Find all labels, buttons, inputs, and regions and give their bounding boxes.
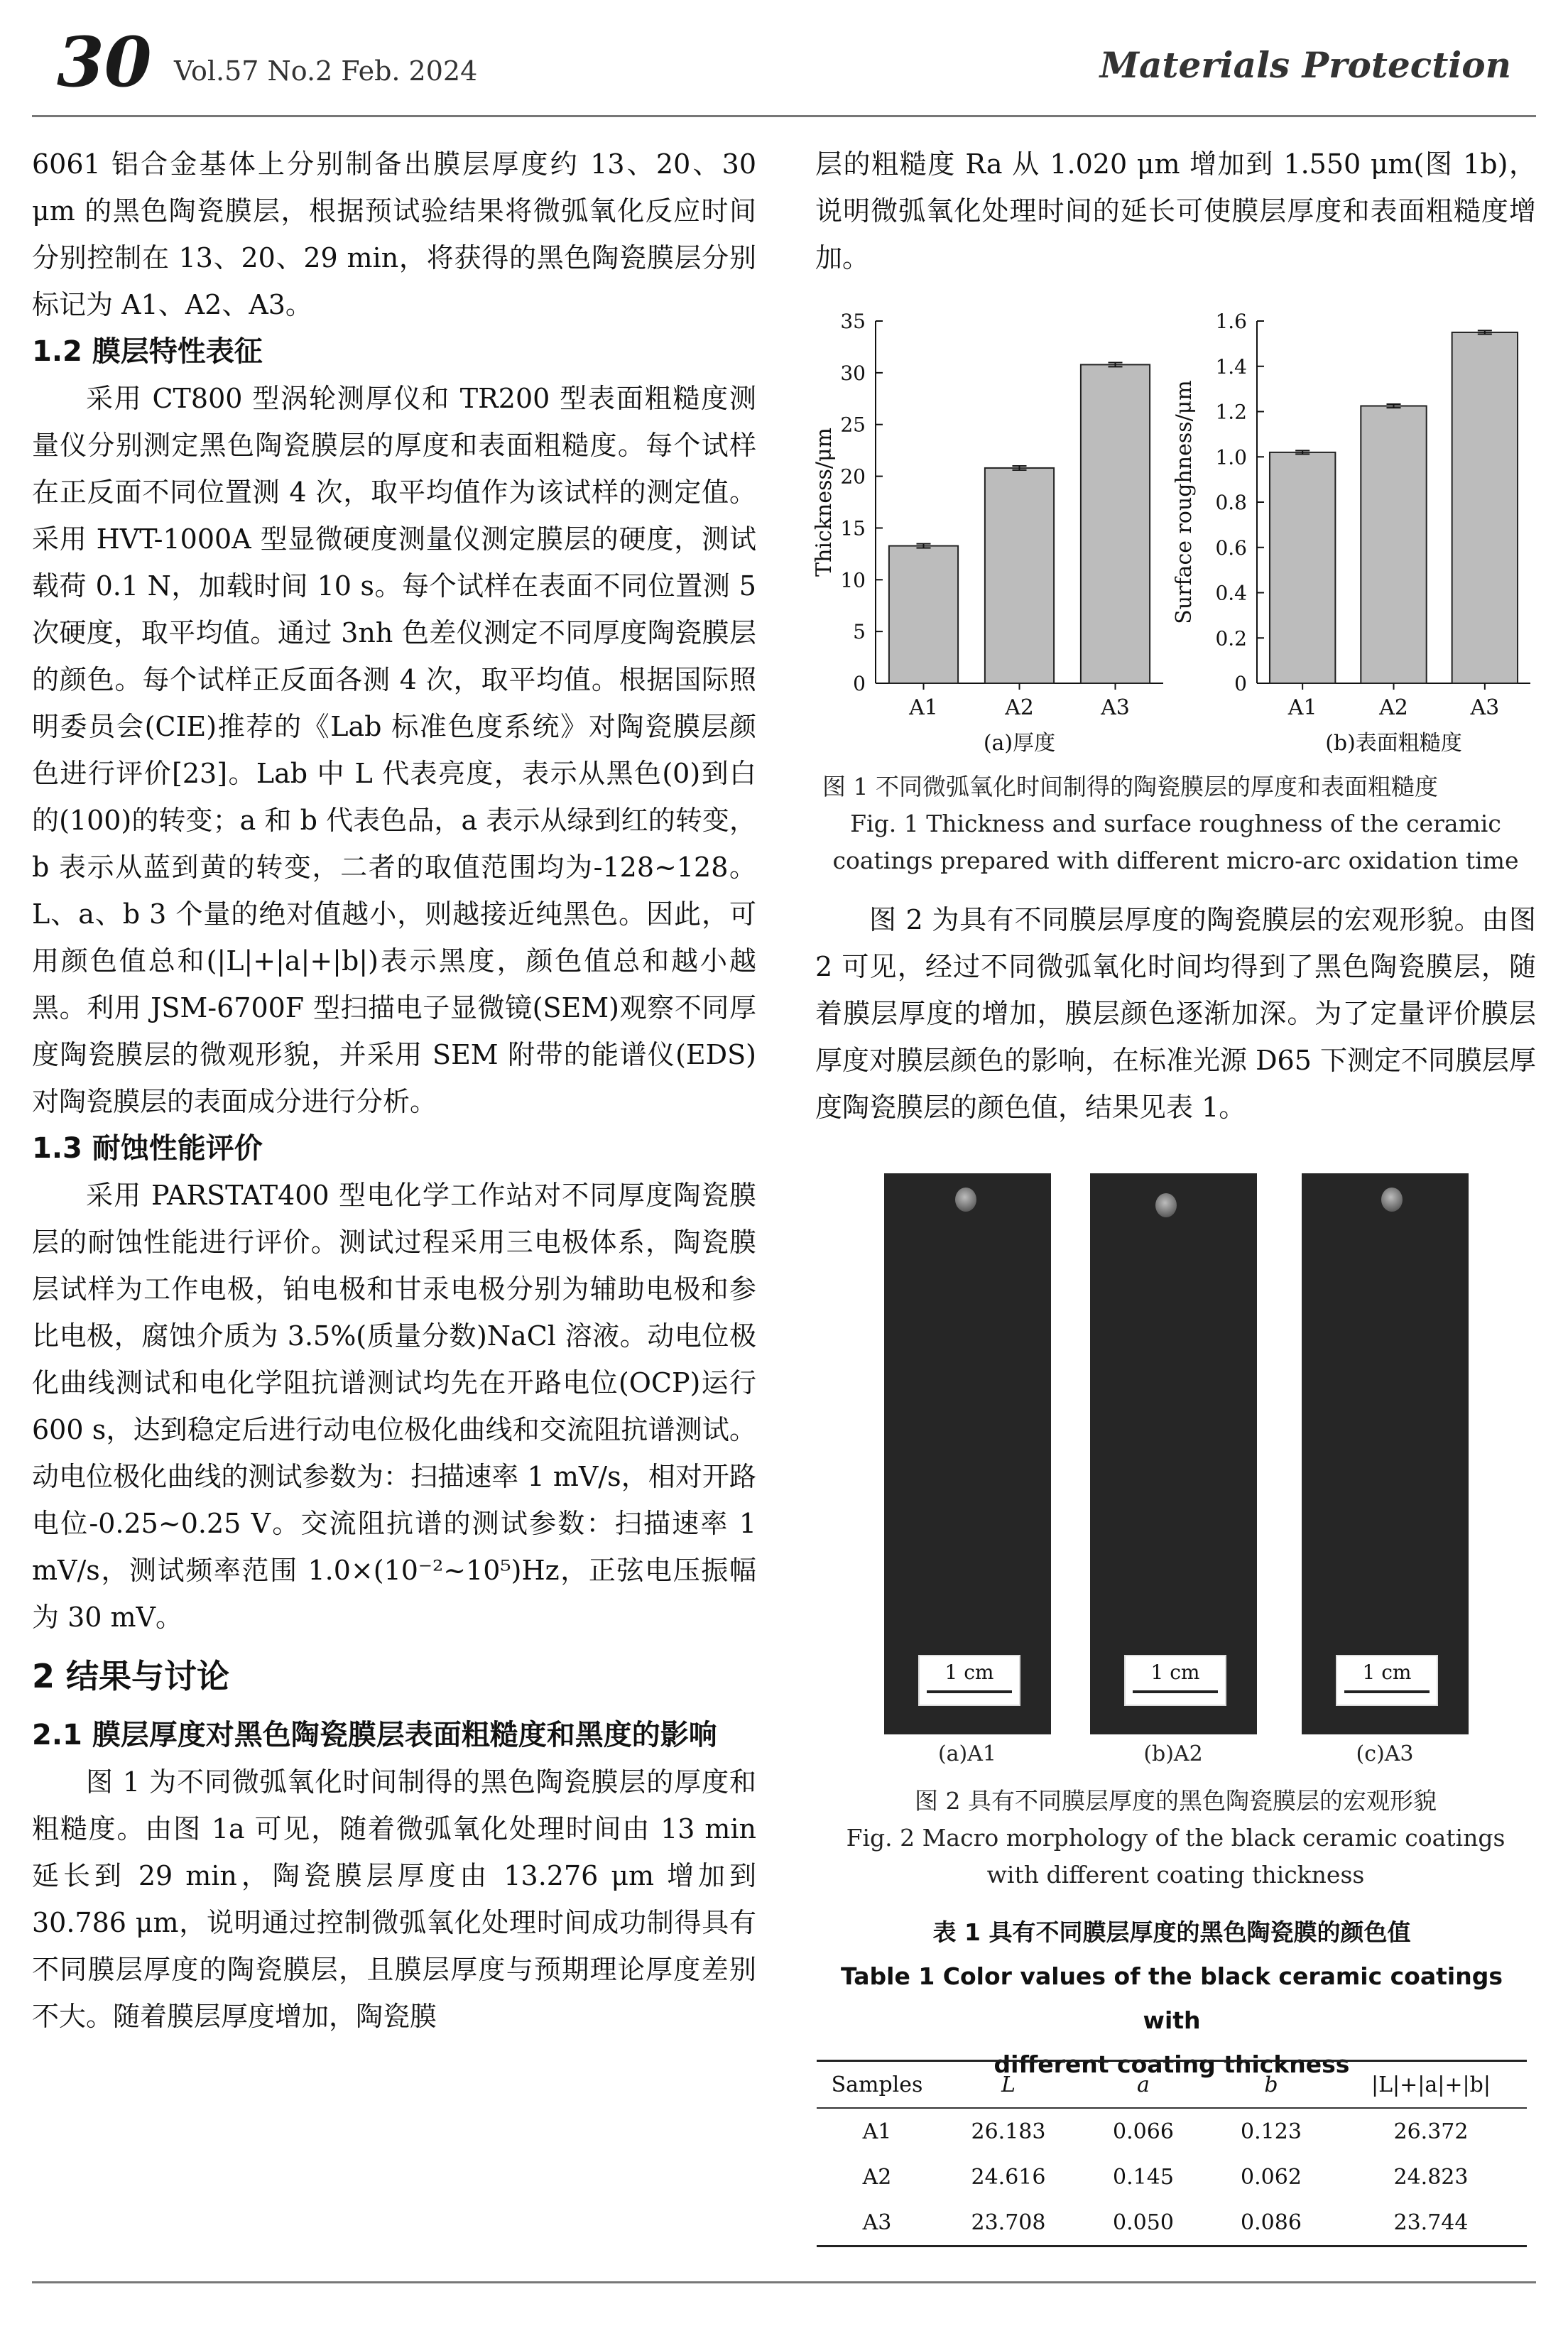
- figure2-caption: [815, 1783, 1536, 1893]
- scale-bar-line: [927, 1690, 1012, 1693]
- y-axis-label: Surface roughness/μm: [1172, 380, 1197, 624]
- y-tick-label: 1.6: [1215, 310, 1247, 333]
- table-cell: 0.050: [1113, 2210, 1174, 2235]
- table-row: [817, 2200, 1527, 2246]
- bar: [1361, 406, 1426, 683]
- table-cell: 0.086: [1241, 2210, 1302, 2235]
- bar: [1270, 452, 1335, 683]
- y-tick-label: 0.8: [1215, 491, 1247, 514]
- figure1-caption: [815, 768, 1536, 879]
- chart-subcaption: (b)表面粗糙度: [1325, 731, 1462, 756]
- y-axis-label: Thickness/μm: [812, 428, 837, 577]
- figure2-caption-cn: 图 2 具有不同膜层厚度的黑色陶瓷膜层的宏观形貌: [915, 1787, 1437, 1815]
- table1-caption-en-2: different coating thickness: [993, 2050, 1350, 2078]
- bar: [985, 468, 1054, 683]
- table-cell: 23.708: [971, 2210, 1046, 2235]
- roughness-chart: [1172, 305, 1537, 760]
- y-tick-label: 15: [840, 516, 866, 540]
- hanging-hole: [1155, 1193, 1177, 1217]
- y-tick-label: 0.6: [1215, 536, 1247, 560]
- section-1-2-heading: 1.2 膜层特性表征: [32, 335, 263, 368]
- journal-title: Materials Protection: [1099, 44, 1511, 86]
- x-tick-label: A2: [1379, 695, 1408, 720]
- scale-bar: [1336, 1655, 1438, 1706]
- section-2-1-paragraph: 图 1 为不同微弧氧化时间制得的黑色陶瓷膜层的厚度和粗糙度。由图 1a 可见，随着微弧氧化处理时间由 13 min 延长到 29 min，陶瓷膜层厚度由 13.276 μm 增加到 30.786 μm，说明通过控制微弧氧化处理时间成功制得具有不同膜层厚度的陶瓷膜层，且膜层厚度与预期理论厚度差别不大。随着膜层厚度增加，陶瓷膜: [32, 1766, 756, 2032]
- table-cell: 0.062: [1241, 2164, 1302, 2190]
- table-cell: 0.066: [1113, 2119, 1174, 2144]
- y-tick-label: 10: [840, 568, 866, 592]
- figure2-label-a2: (b)A2: [1143, 1742, 1203, 1766]
- x-tick-label: A2: [1005, 695, 1034, 720]
- scale-bar-label: 1 cm: [1150, 1661, 1200, 1684]
- right-top-paragraph: 层的粗糙度 Ra 从 1.020 μm 增加到 1.550 μm(图 1b)，说明微弧氧化处理时间的延长可使膜层厚度和表面粗糙度增加。: [815, 148, 1536, 273]
- table1-caption-en-1: Table 1 Color values of the black ceramic coatings with: [841, 1962, 1503, 2034]
- x-tick-label: A3: [1470, 695, 1500, 720]
- y-tick-label: 0.4: [1215, 581, 1247, 605]
- table-row: [817, 2154, 1527, 2200]
- scale-bar: [1124, 1655, 1226, 1706]
- figure1-caption-en-2: coatings prepared with different micro-arc oxidation time: [832, 847, 1519, 874]
- figure2-caption-en-1: Fig. 2 Macro morphology of the black ceramic coatings: [846, 1824, 1506, 1852]
- figure2-paragraph: 图 2 为具有不同膜层厚度的陶瓷膜层的宏观形貌。由图 2 可见，经过不同微弧氧化时间均得到了黑色陶瓷膜层，随着膜层厚度的增加，膜层颜色逐渐加深。为了定量评价膜层厚度对膜层颜色的影响，在标准光源 D65 下测定不同膜层厚度陶瓷膜层的颜色值，结果见表 1。: [815, 904, 1536, 1123]
- issue-info: Vol.57 No.2 Feb. 2024: [174, 55, 478, 87]
- y-tick-label: 1.4: [1215, 354, 1247, 379]
- table-cell: 23.744: [1393, 2210, 1469, 2235]
- header-rule: [32, 115, 1536, 117]
- table1-caption-cn: 表 1 具有不同膜层厚度的黑色陶瓷膜的颜色值: [932, 1918, 1411, 1946]
- bar: [1081, 364, 1150, 683]
- left-column: [32, 141, 756, 2040]
- table-cell: A1: [862, 2119, 892, 2144]
- color-values-table: [817, 2060, 1527, 2247]
- right-column-middle: [815, 896, 1536, 1131]
- table-cell: 26.372: [1393, 2119, 1469, 2144]
- sample-photo-a2: [1090, 1173, 1257, 1734]
- y-tick-label: 30: [840, 361, 866, 385]
- y-tick-label: 5: [853, 620, 866, 644]
- section-2-heading: 2 结果与讨论: [32, 1657, 230, 1695]
- y-tick-label: 0: [1234, 672, 1247, 695]
- section-1-2-paragraph: 采用 CT800 型涡轮测厚仪和 TR200 型表面粗糙度测量仪分别测定黑色陶瓷膜层的厚度和表面粗糙度。每个试样在正反面不同位置测 4 次，取平均值作为该试样的测定值。采用 HVT-1000A 型显微硬度测量仪测定膜层的硬度，测试载荷 0.1 N，加载时间 10 s。每个试样在表面不同位置测 5 次硬度，取平均值。通过 3nh 色差仪测定不同厚度陶瓷膜层的颜色。每个试样正反面各测 4 次，取平均值。根据国际照明委员会(CIE)推荐的《Lab 标准色度系统》对陶瓷膜层颜色进行评价[23]。Lab 中 L 代表亮度，表示从黑色(0)到白的(100)的转变；a 和 b 代表色品，a 表示从绿到红的转变，b 表示从蓝到黄的转变，二者的取值范围均为-128~128。L、a、b 3 个量的绝对值越小，则越接近纯黑色。因此，可用颜色值总和(|L|+|a|+|b|)表示黑度，颜色值总和越小越黑。利用 JSM-6700F 型扫描电子显微镜(SEM)观察不同厚度陶瓷膜层的微观形貌，并采用 SEM 附带的能谱仪(EDS)对陶瓷膜层的表面成分进行分析。: [32, 383, 756, 1117]
- header-L: L: [937, 2061, 1079, 2109]
- table-cell: 0.123: [1241, 2119, 1302, 2144]
- y-tick-label: 25: [840, 413, 866, 437]
- table-cell: 24.616: [971, 2164, 1046, 2190]
- intro-paragraph: 6061 铝合金基体上分别制备出膜层厚度约 13、20、30 μm 的黑色陶瓷膜层，根据预试验结果将微弧氧化反应时间分别控制在 13、20、29 min，将获得的黑色陶瓷膜层分别标记为 A1、A2、A3。: [32, 148, 756, 320]
- table-cell: 26.183: [971, 2119, 1046, 2144]
- sample-photo-a3: [1302, 1173, 1469, 1734]
- right-column-top: [815, 141, 1536, 281]
- x-tick-label: A3: [1101, 695, 1130, 720]
- sample-photo-a1: [884, 1173, 1051, 1734]
- table-cell: A2: [862, 2164, 892, 2190]
- scale-bar-label: 1 cm: [944, 1661, 994, 1684]
- section-1-3-heading: 1.3 耐蚀性能评价: [32, 1132, 263, 1165]
- scale-bar-line: [1133, 1690, 1218, 1693]
- bar: [889, 546, 958, 683]
- thickness-chart: [812, 305, 1170, 760]
- header-a: a: [1079, 2061, 1207, 2109]
- x-tick-label: A1: [1287, 695, 1317, 720]
- header-b: b: [1207, 2061, 1335, 2109]
- figure2-label-a1: (a)A1: [937, 1742, 997, 1766]
- y-tick-label: 0.2: [1215, 626, 1247, 651]
- x-tick-label: A1: [909, 695, 938, 720]
- section-1-3-paragraph: 采用 PARSTAT400 型电化学工作站对不同厚度陶瓷膜层的耐蚀性能进行评价。测试过程采用三电极体系，陶瓷膜层试样为工作电极，铂电极和甘汞电极分别为辅助电极和参比电极，腐蚀介质为 3.5%(质量分数)NaCl 溶液。动电位极化曲线测试和电化学阻抗谱测试均先在开路电位(OCP)运行 600 s，达到稳定后进行动电位极化曲线和交流阻抗谱测试。动电位极化曲线的测试参数为：扫描速率 1 mV/s，相对开路电位-0.25~0.25 V。交流阻抗谱的测试参数：扫描速率 1 mV/s，测试频率范围 1.0×(10⁻²~10⁵)Hz，正弦电压振幅为 30 mV。: [32, 1180, 756, 1633]
- y-tick-label: 20: [840, 464, 866, 489]
- y-tick-label: 35: [840, 310, 866, 333]
- figure1-caption-cn: 图 1 不同微弧氧化时间制得的陶瓷膜层的厚度和表面粗糙度: [822, 773, 1438, 800]
- figure2-caption-en-2: with different coating thickness: [986, 1861, 1365, 1889]
- y-tick-label: 0: [853, 672, 866, 695]
- header-samples: Samples: [817, 2061, 937, 2109]
- page-number: 30: [57, 22, 152, 102]
- table-cell: 24.823: [1393, 2164, 1469, 2190]
- footer-rule: [32, 2281, 1536, 2283]
- header-sum: |L|+|a|+|b|: [1335, 2061, 1527, 2109]
- figure2-label-a3: (c)A3: [1356, 1742, 1414, 1766]
- hanging-hole: [1381, 1188, 1403, 1212]
- page-header: [0, 0, 1568, 124]
- scale-bar-line: [1344, 1690, 1430, 1693]
- figure1-caption-en-1: Fig. 1 Thickness and surface roughness of the ceramic: [850, 810, 1501, 837]
- y-tick-label: 1.0: [1215, 445, 1247, 469]
- table-cell: A3: [862, 2210, 892, 2235]
- y-tick-label: 1.2: [1215, 400, 1247, 424]
- bar: [1452, 332, 1518, 683]
- hanging-hole: [955, 1188, 976, 1212]
- table-header-row: [817, 2061, 1527, 2109]
- chart-subcaption: (a)厚度: [983, 731, 1056, 756]
- scale-bar: [918, 1655, 1020, 1706]
- section-2-1-heading: 2.1 膜层厚度对黑色陶瓷膜层表面粗糙度和黑度的影响: [32, 1719, 717, 1751]
- scale-bar-label: 1 cm: [1362, 1661, 1412, 1684]
- table-cell: 0.145: [1113, 2164, 1174, 2190]
- table-row: [817, 2108, 1527, 2154]
